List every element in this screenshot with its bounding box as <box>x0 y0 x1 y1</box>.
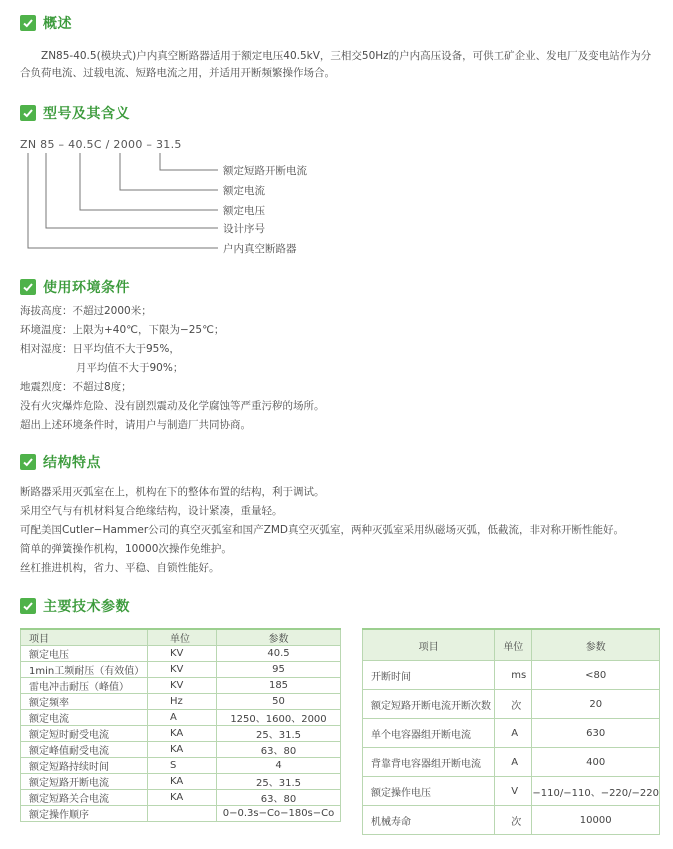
section-heading-params <box>20 595 130 617</box>
col-header: 项目 <box>363 629 495 661</box>
cell: 63、80 <box>217 742 341 758</box>
table-row <box>21 790 341 806</box>
cell: S <box>148 758 217 774</box>
cell: 次 <box>495 806 532 835</box>
section-heading-structure <box>20 451 101 473</box>
cell: KV <box>148 678 217 694</box>
table-row <box>21 646 341 662</box>
cell: 630 <box>532 719 660 748</box>
table-row <box>363 806 660 835</box>
section-title: 结构特点 <box>43 455 101 471</box>
table-row <box>21 710 341 726</box>
table-row <box>21 758 341 774</box>
cell: 0−0.3s−Co−180s−Co <box>217 806 341 822</box>
table-row <box>21 806 341 822</box>
table-row <box>21 726 341 742</box>
cell: KA <box>148 726 217 742</box>
col-header: 参数 <box>532 629 660 661</box>
structure-line: 断路器采用灭弧室在上，机构在下的整体布置的结构，利于调试。 <box>20 486 325 498</box>
section-heading-environment <box>20 276 130 298</box>
cell: 额定短路关合电流 <box>21 790 148 806</box>
cell: 额定短路开断电流 <box>21 774 148 790</box>
col-header: 单位 <box>148 629 217 646</box>
cell <box>148 806 217 822</box>
section-title: 主要技术参数 <box>43 599 130 615</box>
cell: 额定频率 <box>21 694 148 710</box>
check-edit-icon <box>20 598 36 614</box>
cell: 185 <box>217 678 341 694</box>
table-row <box>363 661 660 690</box>
env-line: 没有火灾爆炸危险、没有剧烈震动及化学腐蚀等严重污秽的场所。 <box>20 400 325 412</box>
cell: 1min工频耐压（有效值） <box>21 662 148 678</box>
structure-line: 采用空气与有机材料复合绝缘结构，设计紧凑，重量轻。 <box>20 505 283 517</box>
cell: Hz <box>148 694 217 710</box>
cell: 50 <box>217 694 341 710</box>
cell: 额定操作电压 <box>363 777 495 806</box>
cell: 开断时间 <box>363 661 495 690</box>
cell: 单个电容器组开断电流 <box>363 719 495 748</box>
env-line: 海拔高度：不超过2000米； <box>20 305 152 317</box>
cell: 63、80 <box>217 790 341 806</box>
cell: 额定短路开断电流开断次数 <box>363 690 495 719</box>
env-line: 月平均值不大于90%； <box>76 362 184 374</box>
table-header-row <box>21 629 341 646</box>
cell: 机械寿命 <box>363 806 495 835</box>
model-diagram-lines <box>0 0 673 260</box>
table-row <box>363 777 660 806</box>
cell: A <box>148 710 217 726</box>
cell: 雷电冲击耐压（峰值） <box>21 678 148 694</box>
section-title: 概述 <box>43 16 72 32</box>
cell: A <box>495 719 532 748</box>
check-edit-icon <box>20 279 36 295</box>
cell: 4 <box>217 758 341 774</box>
cell: KA <box>148 790 217 806</box>
table-row <box>363 719 660 748</box>
table-row <box>21 774 341 790</box>
model-label-breaking-current: 额定短路开断电流 <box>223 165 307 177</box>
cell: KV <box>148 662 217 678</box>
cell: 额定操作顺序 <box>21 806 148 822</box>
cell: 20 <box>532 690 660 719</box>
cell: 额定短路持续时间 <box>21 758 148 774</box>
cell: 10000 <box>532 806 660 835</box>
cell: 400 <box>532 748 660 777</box>
cell: 95 <box>217 662 341 678</box>
cell: 次 <box>495 690 532 719</box>
table-header-row <box>363 629 660 661</box>
cell: 额定短时耐受电流 <box>21 726 148 742</box>
structure-line: 可配美国Cutler−Hammer公司的真空灭弧室和国产ZMD真空灭弧室，两种灭弧室采用纵磁场灭弧，低截流，非对称开断性能好。 <box>20 524 624 536</box>
cell: 25、31.5 <box>217 726 341 742</box>
cell: 40.5 <box>217 646 341 662</box>
check-edit-icon <box>20 454 36 470</box>
col-header: 单位 <box>495 629 532 661</box>
params-table-right <box>362 628 660 835</box>
model-code: ZN 85 – 40.5C / 2000 – 31.5 <box>20 138 182 151</box>
cell: KA <box>148 742 217 758</box>
cell: 1250、1600、2000 <box>217 710 341 726</box>
env-line: 环境温度：上限为+40℃，下限为−25℃； <box>20 324 225 336</box>
table-row <box>21 678 341 694</box>
cell: 额定峰值耐受电流 <box>21 742 148 758</box>
table-row <box>21 662 341 678</box>
col-header: 参数 <box>217 629 341 646</box>
table-row <box>21 742 341 758</box>
table-row <box>363 690 660 719</box>
cell: ms <box>495 661 532 690</box>
params-table-left <box>20 628 341 822</box>
model-label-indoor-breaker: 户内真空断路器 <box>223 243 297 255</box>
env-line: 地震烈度：不超过8度； <box>20 381 132 393</box>
section-title: 型号及其含义 <box>43 106 130 122</box>
cell: KA <box>148 774 217 790</box>
col-header: 项目 <box>21 629 148 646</box>
model-label-rated-current: 额定电流 <box>223 185 265 197</box>
table-row <box>21 694 341 710</box>
section-title: 使用环境条件 <box>43 280 130 296</box>
cell: <80 <box>532 661 660 690</box>
model-label-rated-voltage: 额定电压 <box>223 205 265 217</box>
structure-line: 简单的弹簧操作机构，10000次操作免维护。 <box>20 543 232 555</box>
env-line: 超出上述环境条件时，请用户与制造厂共同协商。 <box>20 419 251 431</box>
cell: A <box>495 748 532 777</box>
cell: 额定电流 <box>21 710 148 726</box>
model-label-design-no: 设计序号 <box>223 223 265 235</box>
cell: KV <box>148 646 217 662</box>
cell: 25、31.5 <box>217 774 341 790</box>
env-line: 相对湿度：日平均值不大于95%， <box>20 343 180 355</box>
overview-text: ZN85-40.5(模块式)户内真空断路器适用于额定电压40.5kV，三相交50Hz的户内高压设备，可供工矿企业、发电厂及变电站作为分合负荷电流、过载电流、短路电流之用，并适用开断频繁操作场合。 <box>20 50 652 79</box>
cell: 背靠背电容器组开断电流 <box>363 748 495 777</box>
cell: V <box>495 777 532 806</box>
table-row <box>363 748 660 777</box>
cell: 额定电压 <box>21 646 148 662</box>
structure-line: 丝杠推进机构，省力、平稳、自锁性能好。 <box>20 562 220 574</box>
cell: −110/−110、−220/−220 <box>532 777 660 806</box>
